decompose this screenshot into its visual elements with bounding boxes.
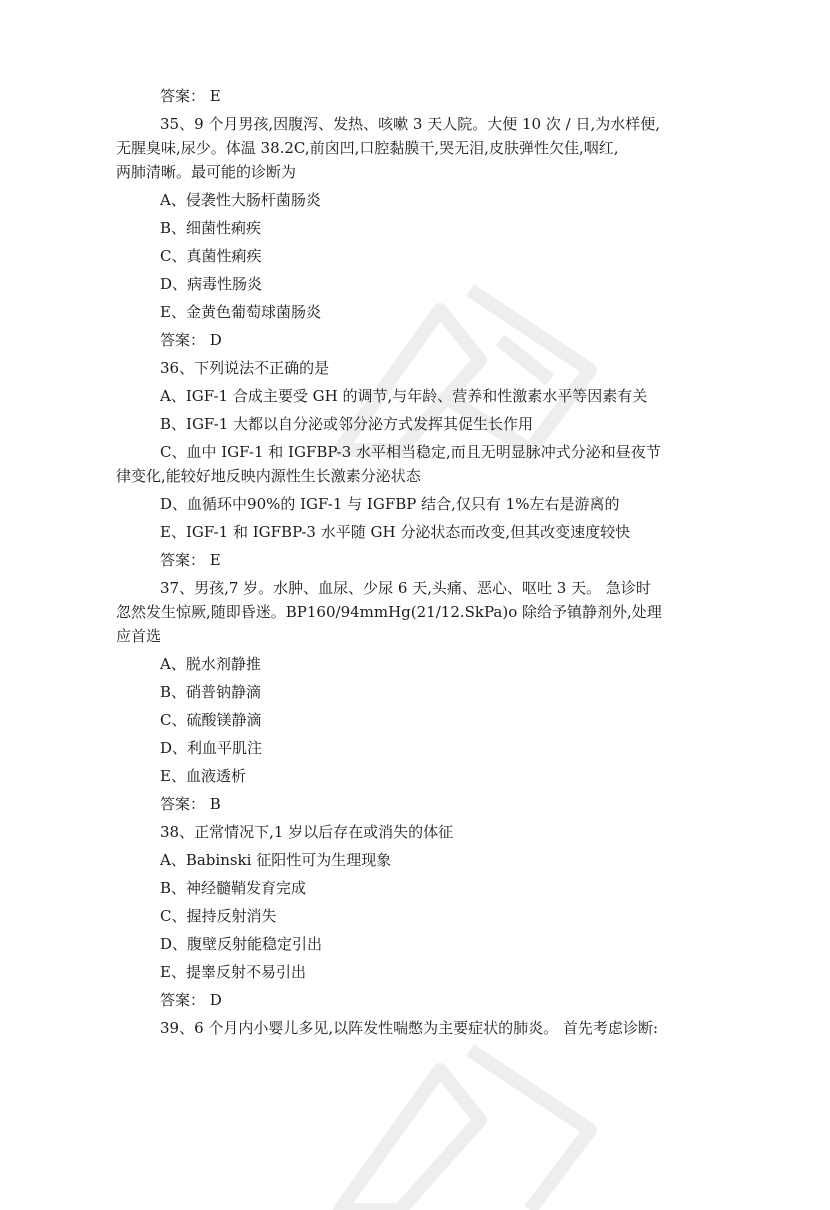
option-d: D、利血平肌注: [160, 739, 263, 757]
option-b: B、细菌性痢疾: [160, 219, 262, 237]
option-e: E、提睾反射不易引出: [160, 963, 306, 981]
option-c: [116, 440, 720, 488]
option-d: D、腹壁反射能稳定引出: [160, 935, 323, 953]
question-37: [116, 576, 720, 818]
option-b: B、神经髓鞘发育完成: [160, 879, 307, 897]
question-text: [160, 820, 720, 844]
watermark-graphic-bottom: [300, 1030, 620, 1210]
question-39: [160, 1016, 720, 1040]
question-text-line: 应首选: [116, 627, 162, 645]
question-text-line: 35、9 个月男孩,因腹泻、发热、咳嗽 3 天人院。大便 10 次 / 日,为水样便,: [160, 115, 660, 133]
question-text-line: 36、下列说法不正确的是: [160, 359, 330, 377]
question-text: [160, 356, 720, 380]
answer-line: 答案： D: [160, 991, 222, 1009]
question-text-line: 38、正常情况下,1 岁以后存在或消失的体征: [160, 823, 454, 841]
answer-line: 答案： B: [160, 795, 221, 813]
question-text-line: 无腥臭味,尿少。体温 38.2C,前囟凹,口腔黏膜干,哭无泪,皮肤弹性欠佳,咽红,: [116, 139, 619, 157]
question-35: [116, 112, 720, 354]
option-e: E、金黄色葡萄球菌肠炎: [160, 303, 321, 321]
question-36: [116, 356, 720, 574]
option-text-line: 律变化,能较好地反映内源性生长激素分泌状态: [116, 467, 421, 485]
option-c: C、握持反射消失: [160, 907, 277, 925]
option-b: B、硝普钠静滴: [160, 683, 262, 701]
answer-line: 答案： E: [160, 87, 221, 105]
option-a: A、IGF-1 合成主要受 GH 的调节,与年龄、营养和性激素水平等因素有关: [160, 387, 648, 405]
question-38: [160, 820, 720, 1014]
question-text-line: 两肺清晰。最可能的诊断为: [116, 163, 297, 181]
option-d: D、病毒性肠炎: [160, 275, 263, 293]
option-e: E、血液透析: [160, 767, 246, 785]
question-text: [116, 576, 720, 648]
option-c: C、硫酸镁静滴: [160, 711, 262, 729]
option-a: A、Babinski 征阳性可为生理现象: [160, 851, 392, 869]
question-text-line: 忽然发生惊厥,随即昏迷。BP160/94mmHg(21/12.SkPa)o 除给予镇静剂外,处理: [116, 603, 662, 621]
question-text: [116, 112, 720, 184]
answer-line: 答案： D: [160, 331, 222, 349]
option-b: B、IGF-1 大都以自分泌或邻分泌方式发挥其促生长作用: [160, 415, 534, 433]
option-c: C、真菌性痢疾: [160, 247, 262, 265]
question-text-line: 37、男孩,7 岁。水肿、血尿、少尿 6 天,头痛、恶心、呕吐 3 天。 急诊时: [160, 579, 651, 597]
answer-line: 答案： E: [160, 551, 221, 569]
option-a: A、侵袭性大肠杆菌肠炎: [160, 191, 321, 209]
option-a: A、脱水剂静推: [160, 655, 261, 673]
question-text: [160, 1016, 720, 1040]
question-text-line: 39、6 个月内小婴儿多见,以阵发性喘憋为主要症状的肺炎。 首先考虑诊断:: [160, 1019, 658, 1037]
option-e: E、IGF-1 和 IGFBP-3 水平随 GH 分泌状态而改变,但其改变速度较快: [160, 523, 631, 541]
option-text-line: C、血中 IGF-1 和 IGFBP-3 水平相当稳定,而且无明显脉冲式分泌和昼夜节: [160, 443, 661, 461]
option-d: D、血循环中90%的 IGF-1 与 IGFBP 结合,仅只有 1%左右是游离的: [160, 495, 620, 513]
document-body: [116, 82, 720, 1042]
